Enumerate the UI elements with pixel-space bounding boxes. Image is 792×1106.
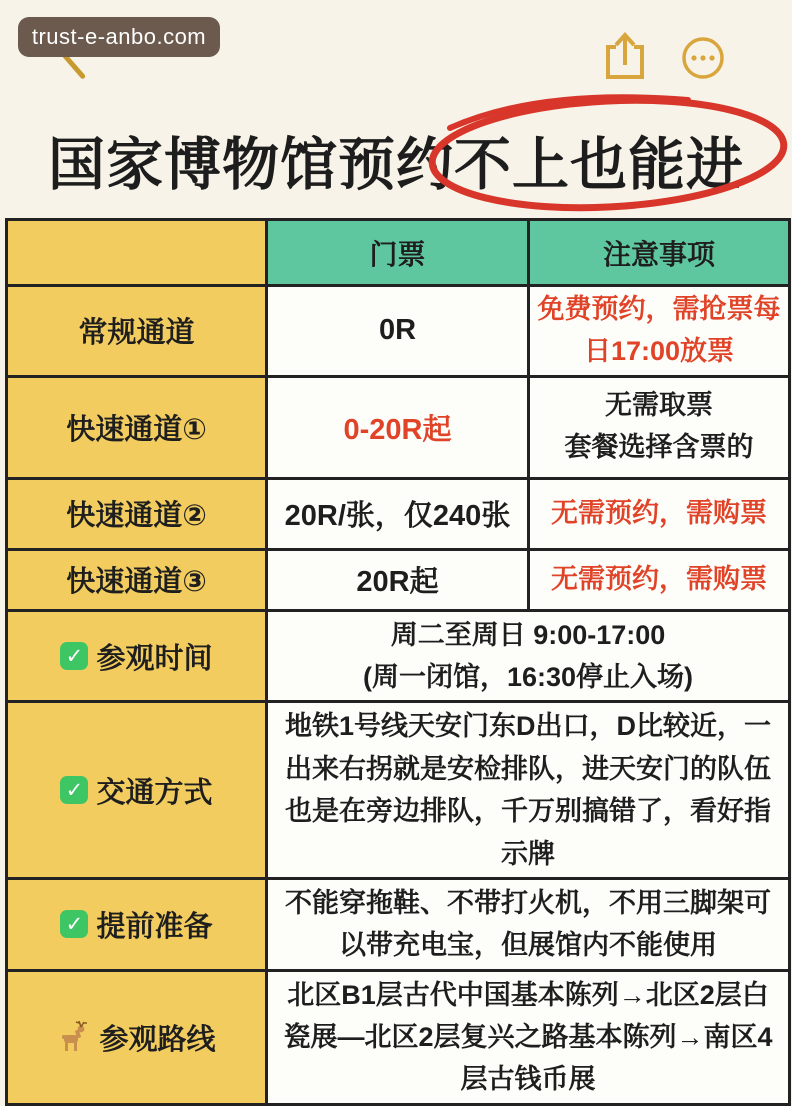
check-icon [60, 776, 88, 804]
more-ellipsis-icon [681, 36, 725, 80]
ticket-value: 20R起 [267, 549, 529, 610]
info-value: 北区B1层古代中国基本陈列→北区2层白瓷展—北区2层复兴之路基本陈列→南区4层古钱币展 [267, 970, 790, 1104]
header-cell-ticket: 门票 [267, 220, 529, 286]
table-row [7, 878, 790, 970]
row-label-text: 交通方式 [96, 776, 213, 809]
row-label: 快速通道③ [7, 549, 267, 610]
table-row [7, 376, 790, 478]
share-icon [603, 31, 647, 81]
header-cell-notes: 注意事项 [529, 220, 790, 286]
info-line: 周二至周日 9:00-17:00 [390, 619, 666, 650]
info-line: (周一闭馆，16:30停止入场) [362, 662, 694, 693]
title-row [0, 112, 792, 208]
note-line: 套餐选择含票的 [564, 432, 754, 463]
table-row [7, 610, 790, 702]
note-value: 免费预约，需抢票每日17:00放票 [529, 286, 790, 377]
row-label: 快速通道② [7, 478, 267, 549]
row-label: 常规通道 [7, 286, 267, 377]
table-row [7, 478, 790, 549]
row-label-text: 参观路线 [99, 1023, 216, 1056]
more-button[interactable] [681, 36, 725, 85]
check-icon [60, 910, 88, 938]
table-row [7, 970, 790, 1104]
watermark-badge [18, 17, 220, 57]
note-line: 无需取票 [605, 390, 713, 421]
ticket-value: 0R [267, 286, 529, 377]
row-label-text: 提前准备 [96, 910, 213, 943]
info-value [267, 610, 790, 702]
share-button[interactable] [603, 31, 647, 86]
watermark-text: trust-e-anbo.com [31, 24, 207, 49]
info-table [5, 218, 791, 1106]
check-icon [60, 642, 88, 670]
info-value: 不能穿拖鞋、不带打火机，不用三脚架可以带充电宝，但展馆内不能使用 [267, 878, 790, 970]
note-value: 无需预约，需购票 [529, 478, 790, 549]
note-value [529, 376, 790, 478]
row-label [7, 970, 267, 1104]
row-label [7, 610, 267, 702]
info-value: 地铁1号线天安门东D出口，D比较近，一出来右拐就是安检排队，进天安门的队伍也是在旁边排队，千万别搞错了，看好指示牌 [267, 702, 790, 879]
row-label-text: 参观时间 [96, 642, 213, 675]
row-label [7, 702, 267, 879]
header-cell-empty [7, 220, 267, 286]
page-title: 国家博物馆预约不上也能进 [48, 133, 744, 197]
table-row [7, 286, 790, 377]
note-value: 无需预约，需购票 [529, 549, 790, 610]
row-label: 快速通道① [7, 376, 267, 478]
deer-icon [57, 1021, 91, 1053]
table-row [7, 549, 790, 610]
row-label [7, 878, 267, 970]
ticket-value: 0-20R起 [267, 376, 529, 478]
table-row [7, 702, 790, 879]
ticket-value: 20R/张，仅240张 [267, 478, 529, 549]
table-header-row [7, 220, 790, 286]
